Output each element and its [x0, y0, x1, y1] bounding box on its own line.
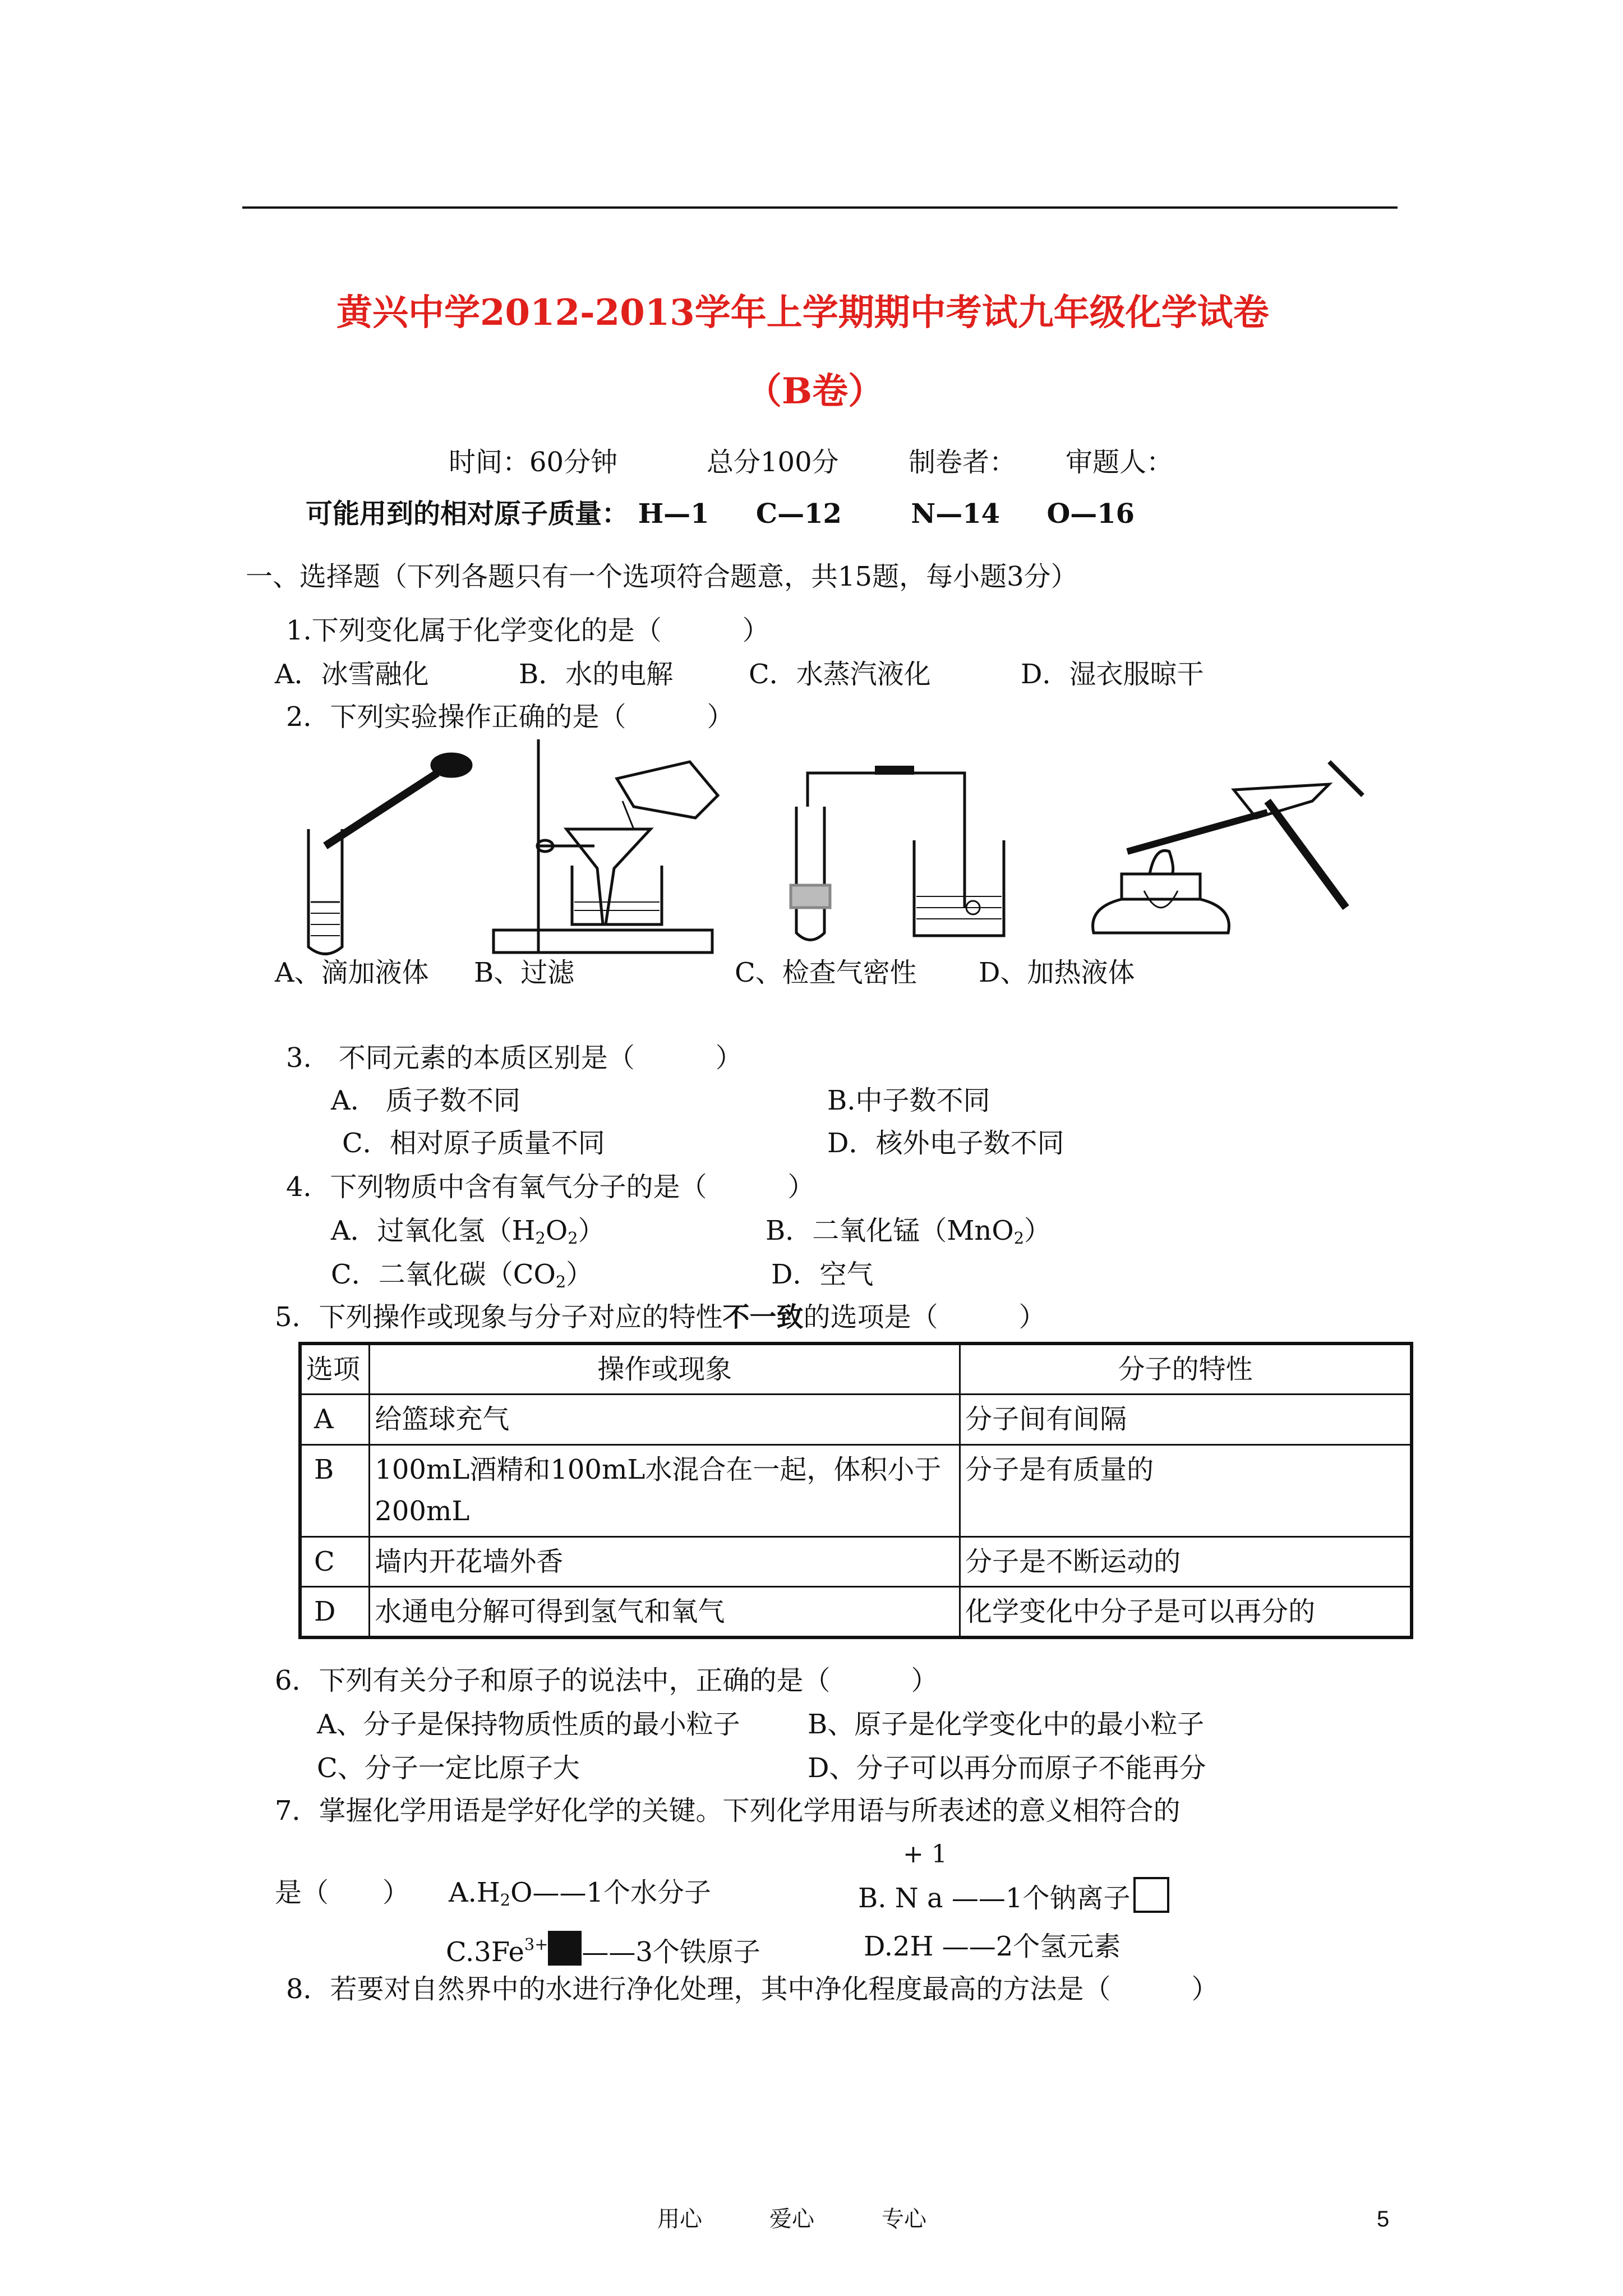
footer-slogan-1: 用心: [657, 2206, 702, 2232]
table-cell: C: [300, 1536, 370, 1586]
q1-option-c: C．水蒸汽液化: [749, 659, 931, 690]
section1-heading: 一、选择题（下列各题只有一个选项符合题意，共15题，每小题3分）: [246, 561, 1078, 592]
table-cell: 化学变化中分子是可以再分的: [960, 1586, 1412, 1637]
filtration-illustration: [494, 739, 718, 953]
table-row: [300, 1444, 1412, 1536]
q5-table: [298, 1342, 1413, 1639]
q4-option-a: A．过氧化氢$(H_2O_2)$: [331, 1215, 605, 1248]
q6-option-b: B、原子是化学变化中的最小粒子: [808, 1709, 1205, 1740]
atomic-mass-c: C—12: [755, 498, 842, 530]
q3-option-d: D．核外电子数不同: [827, 1128, 1064, 1159]
atomic-mass-h: H—1: [638, 498, 709, 530]
table-header-cell: 操作或现象: [370, 1343, 960, 1395]
footer-slogan-2: 爱心: [769, 2206, 814, 2232]
table-row: [300, 1536, 1412, 1586]
table-cell: 给篮球充气: [370, 1395, 960, 1444]
q1-option-d: D．湿衣服晾干: [1021, 659, 1204, 690]
q6-option-d: D、分子可以再分而原子不能再分: [808, 1752, 1206, 1784]
q2-option-b: B、过滤: [474, 957, 575, 988]
footer-slogan-3: 专心: [882, 2206, 926, 2232]
exam-reviewer: 审题人：: [1066, 447, 1174, 478]
q5-stem: 5．下列操作或现象与分子对应的特性不一致的选项是（ ）: [275, 1301, 1046, 1333]
q6-option-a: A、分子是保持物质性质的最小粒子: [317, 1709, 740, 1740]
q4-option-c: C．二氧化碳$(CO_2)$: [331, 1259, 593, 1292]
filled-square-mark: [548, 1931, 582, 1966]
table-row: [300, 1395, 1412, 1444]
table-cell: A: [300, 1395, 370, 1444]
dropper-test-tube-illustration: [308, 754, 471, 954]
q2-option-d: D、加热液体: [979, 957, 1135, 988]
heating-liquid-illustration: [1093, 762, 1363, 933]
q1-stem: 1.下列变化属于化学变化的是（ ）: [286, 615, 769, 646]
q7-option-a: $A.H_2O——1$个水分子: [449, 1877, 712, 1910]
page-number: 5: [1377, 2207, 1390, 2231]
table-header-cell: 分子的特性: [960, 1343, 1412, 1395]
exam-time: 时间：60分钟: [449, 447, 618, 478]
atomic-mass-label: 可能用到的相对原子质量：: [306, 498, 629, 530]
q7-na-charge: + 1: [903, 1840, 947, 1869]
q7-stem-cont: 是（ ）: [275, 1877, 410, 1908]
q7-option-d: D.2H ——2个氢元素: [864, 1931, 1121, 1962]
q7-stem: 7．掌握化学用语是学好化学的关键。下列化学用语与所表述的意义相符合的: [275, 1795, 1181, 1826]
table-header-row: [300, 1343, 1412, 1395]
empty-square-mark: [1133, 1877, 1169, 1913]
q4-option-b: B．二氧化锰（MnO$_2$）: [766, 1215, 1052, 1248]
table-cell: B: [300, 1444, 370, 1536]
table-cell: 墙内开花墙外香: [370, 1536, 960, 1586]
table-cell: 分子是不断运动的: [960, 1536, 1412, 1586]
q1-option-b: B．水的电解: [519, 659, 674, 690]
q2-option-c: C、检查气密性: [735, 957, 917, 988]
exam-subtitle: （B卷）: [746, 370, 884, 412]
q2-apparatus-figure: [303, 739, 1368, 964]
atomic-mass-n: N—14: [911, 498, 1000, 530]
table-cell: 分子间有间隔: [960, 1395, 1412, 1444]
q6-stem: 6．下列有关分子和原子的说法中，正确的是（ ）: [275, 1665, 938, 1696]
exam-title: 黄兴中学2012-2013学年上学期期中考试九年级化学试卷: [336, 292, 1269, 334]
exam-score: 总分100分: [707, 447, 839, 478]
q8-stem: 8．若要对自然界中的水进行净化处理，其中净化程度最高的方法是（ ）: [286, 1973, 1219, 2005]
q3-option-c: C．相对原子质量不同: [342, 1128, 605, 1159]
table-cell: D: [300, 1586, 370, 1637]
table-cell: 分子是有质量的: [960, 1444, 1412, 1536]
q7-option-c: $C.3Fe^{3+}$ ——3个铁原子: [446, 1931, 760, 1969]
airtightness-check-illustration: [791, 770, 1004, 940]
q3-option-b: B.中子数不同: [827, 1085, 990, 1116]
table-cell: 100mL酒精和100mL水混合在一起，体积小于200mL: [370, 1444, 960, 1536]
q2-option-a: A、滴加液体: [275, 957, 429, 988]
atomic-mass-line: [306, 498, 1135, 531]
exam-maker: 制卷者：: [909, 447, 1017, 478]
q4-stem: 4．下列物质中含有氧气分子的是（ ）: [286, 1171, 815, 1203]
table-header-cell: 选项: [300, 1343, 370, 1395]
q1-option-a: A．冰雪融化: [275, 659, 429, 690]
atomic-mass-o: O—16: [1046, 498, 1135, 530]
q2-stem: 2．下列实验操作正确的是（ ）: [286, 701, 734, 733]
table-cell: 水通电分解可得到氢气和氧气: [370, 1586, 960, 1637]
table-row: [300, 1586, 1412, 1637]
q3-option-a: A. 质子数不同: [331, 1085, 520, 1116]
q4-option-d: D．空气: [771, 1259, 874, 1290]
q3-stem: 3. 不同元素的本质区别是（ ）: [286, 1042, 743, 1074]
q7-option-b: B. N a ——1个钠离子: [858, 1877, 1169, 1915]
header-rule: [242, 206, 1398, 209]
q6-option-c: C、分子一定比原子大: [317, 1752, 580, 1784]
